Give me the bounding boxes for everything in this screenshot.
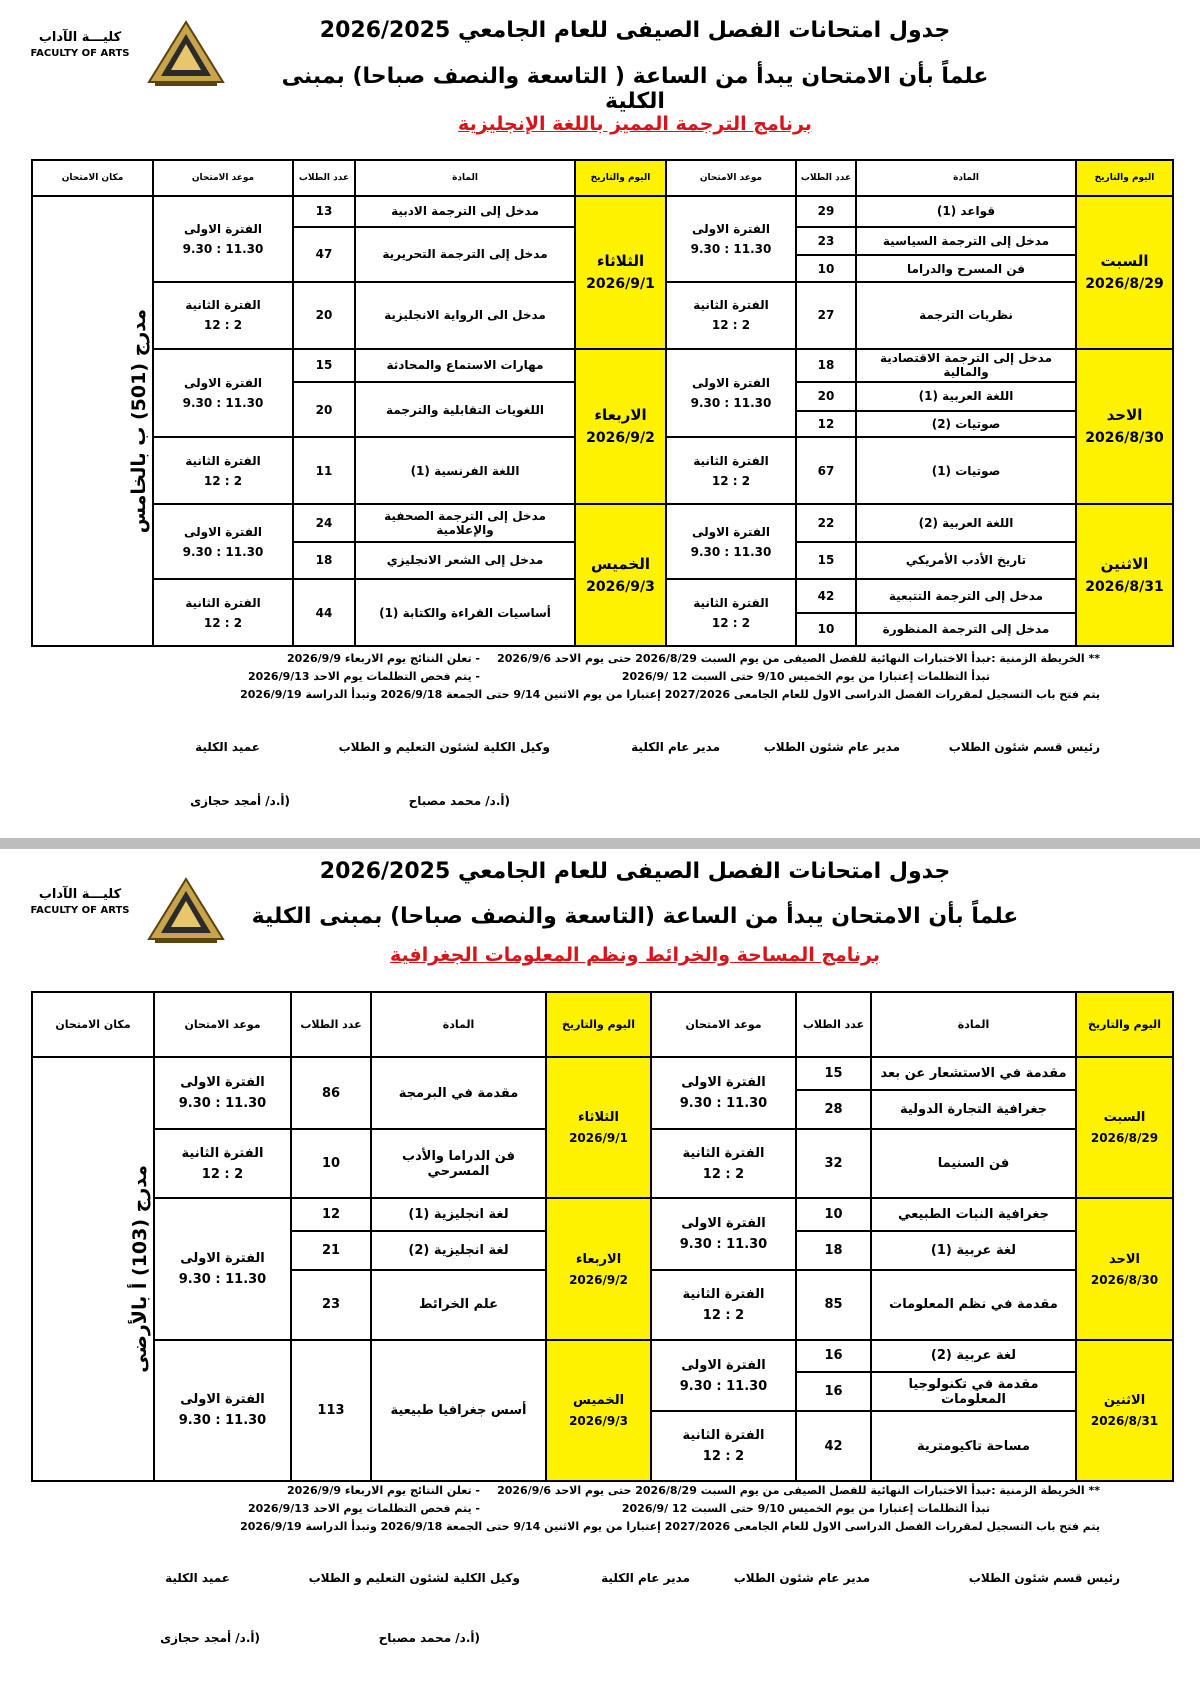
subject-cell: أسس جغرافيا طبيعية [371, 1340, 546, 1481]
subject-cell: مهارات الاستماع والمحادثة [355, 349, 575, 382]
period-time: 2 : 12 [702, 1449, 745, 1465]
signature-dean: عميد الكلية [195, 740, 260, 754]
page-separator [0, 838, 1200, 849]
exam-place: مدرج (103) أ بالأرضى [129, 1165, 151, 1373]
period-time: 2 : 12 [702, 1166, 745, 1182]
period-time: 2 : 12 [203, 473, 243, 488]
vice-dean-name: (أ.د/ محمد مصباح [408, 794, 510, 808]
exam-period-cell [153, 504, 293, 579]
subject-cell: أساسيات القراءة والكتابة (1) [355, 579, 575, 646]
exam-period-cell [154, 1129, 291, 1199]
day-cell [1076, 1340, 1173, 1481]
subject-cell: جغرافية النبات الطبيعي [871, 1198, 1076, 1231]
exam-period [156, 376, 290, 410]
student-count-cell: 20 [293, 382, 355, 437]
exam-period-cell [651, 1270, 796, 1340]
student-count-cell: 10 [291, 1129, 371, 1199]
exam-period [157, 1146, 288, 1182]
exam-period-cell [153, 437, 293, 504]
student-count-cell: 29 [796, 196, 856, 227]
subject-cell: فن الدراما والأدب المسرحي [371, 1129, 546, 1199]
student-count-cell: 67 [796, 437, 856, 504]
period-time: 2 : 12 [201, 1166, 244, 1182]
subject-cell: مقدمة في البرمجة [371, 1057, 546, 1129]
header-day: اليوم والتاريخ [1076, 992, 1173, 1057]
timeline-line1-right: تبدأ الاختبارات النهائية للفصل الصيفى من يوم السبت 2026/8/29 حتى يوم الاحد 2026/9/6 [497, 1484, 990, 1497]
student-count-cell: 13 [293, 196, 355, 227]
student-count-cell: 10 [796, 255, 856, 282]
subject-cell: اللغة العربية (2) [856, 504, 1076, 542]
day-name: الاحد [1106, 406, 1143, 425]
subject-cell: مدخل إلى الشعر الانجليزي [355, 542, 575, 580]
exam-period [669, 298, 793, 332]
subject-cell: جغرافية التجارة الدولية [871, 1090, 1076, 1129]
exam-period-cell [154, 1198, 291, 1339]
day-cell [1076, 504, 1173, 646]
signature-director-student-affairs: مدير عام شئون الطلاب [733, 1571, 870, 1585]
exam-place-cell [32, 1057, 154, 1481]
student-count-cell: 113 [291, 1340, 371, 1481]
subject-cell: لغة عربية (1) [871, 1231, 1076, 1270]
exam-period [654, 1216, 793, 1252]
exam-period [654, 1358, 793, 1394]
exam-schedule-sheet-geography [0, 849, 1200, 1699]
header-place: مكان الامتحان [32, 160, 153, 196]
period-label: الفترة الاولى [681, 1075, 766, 1091]
subject-cell: تاريخ الأدب الأمريكي [856, 542, 1076, 580]
exam-period-cell [651, 1411, 796, 1481]
period-time: 11.30 : 9.30 [690, 241, 772, 256]
table-row [32, 1198, 1173, 1231]
exam-period [157, 1251, 288, 1287]
day-name: السبت [1100, 252, 1149, 271]
day-name: الاحد [1108, 1251, 1140, 1267]
day-cell [575, 349, 666, 504]
day-date: 2026/8/29 [1090, 1131, 1159, 1146]
period-label: الفترة الاولى [180, 1392, 265, 1408]
schedule-subtitle: علماً بأن الامتحان يبدأ من الساعة ( التاسعة والنصف صباحا) بمبنى الكلية [281, 64, 989, 114]
signature-vice-dean: وكيل الكلية لشئون التعليم و الطلاب [338, 740, 550, 754]
dean-name: (أ.د/ أمجد حجازى [190, 794, 290, 808]
timeline-line1-right: تبدأ الاختبارات النهائية للفصل الصيفى من يوم السبت 2026/8/29 حتى يوم الاحد 2026/9/6 [497, 652, 990, 665]
student-count-cell: 10 [796, 613, 856, 646]
exam-period [157, 1392, 288, 1428]
table-row [32, 349, 1173, 382]
period-label: الفترة الثانية [185, 298, 261, 313]
header-subject: المادة [371, 992, 546, 1057]
period-time: 2 : 12 [203, 318, 243, 333]
period-time: 11.30 : 9.30 [679, 1096, 768, 1112]
day-date: 2026/8/30 [1090, 1272, 1159, 1287]
exam-period [156, 298, 290, 332]
period-label: الفترة الاولى [681, 1216, 766, 1232]
period-label: الفترة الاولى [691, 524, 771, 539]
day-date: 2026/9/3 [586, 578, 655, 595]
student-count-cell: 15 [796, 542, 856, 580]
timeline-line3: يتم فتح باب التسجيل لمقررات الفصل الدراسى الاول للعام الجامعى 2027/2026 إعتبارا من يوم الاثنين 9/14 حتى الجمعة 2026/9/18 وتبدأ الدراسة 2026/9/19 [240, 688, 1100, 701]
logo-arabic-text: كليـــة الآداب [38, 30, 122, 45]
day-cell [1076, 196, 1173, 349]
day-name: الخميس [591, 554, 650, 573]
period-time: 11.30 : 9.30 [182, 544, 264, 559]
day-date: 2026/9/1 [586, 276, 655, 293]
period-time: 11.30 : 9.30 [182, 395, 264, 410]
exam-period [654, 1428, 793, 1464]
signatures [0, 740, 1200, 830]
header-exam-time: موعد الامتحان [651, 992, 796, 1057]
timeline-line3: يتم فتح باب التسجيل لمقررات الفصل الدراسى الاول للعام الجامعى 2027/2026 إعتبارا من يوم الاثنين 9/14 حتى الجمعة 2026/9/18 وتبدأ الدراسة 2026/9/19 [240, 1520, 1100, 1533]
header-subject: المادة [856, 160, 1076, 196]
exam-period-cell [153, 579, 293, 646]
student-count-cell: 42 [796, 579, 856, 612]
signature-director-student-affairs: مدير عام شئون الطلاب [763, 740, 900, 754]
exam-table [31, 991, 1174, 1482]
period-label: الفترة الثانية [682, 1145, 765, 1161]
timeline-line2-left: - يتم فحص التظلمات يوم الاحد 2026/9/13 [247, 1502, 480, 1515]
timeline-line1-left: - تعلن النتائج يوم الاربعاء 2026/9/9 [287, 1484, 480, 1497]
period-time: 2 : 12 [711, 473, 751, 488]
student-count-cell: 24 [293, 504, 355, 542]
day-name: السبت [1103, 1110, 1146, 1126]
logo-arabic-text: كليـــة الآداب [38, 887, 122, 902]
period-label: الفترة الثانية [181, 1145, 264, 1161]
student-count-cell: 22 [796, 504, 856, 542]
subject-cell: مدخل إلى الترجمة السياسية [856, 227, 1076, 256]
header-subject: المادة [355, 160, 575, 196]
exam-period [654, 1287, 793, 1323]
subject-cell: مدخل إلى الترجمة التتبعية [856, 579, 1076, 612]
day-date: 2026/9/3 [569, 1413, 628, 1428]
student-count-cell: 10 [796, 1198, 871, 1231]
exam-period-cell [651, 1340, 796, 1412]
logo-english-text: FACULTY OF ARTS [30, 48, 130, 59]
period-label: الفترة الاولى [183, 375, 263, 390]
student-count-cell: 11 [293, 437, 355, 504]
header-place: مكان الامتحان [32, 992, 154, 1057]
day-name: الاثنين [1100, 554, 1149, 573]
subject-cell: لغة انجليزية (2) [371, 1231, 546, 1270]
period-label: الفترة الثانية [185, 453, 261, 468]
timeline-notes [80, 1484, 1100, 1538]
day-name: الثلاثاء [578, 1110, 619, 1126]
day-date: 2026/9/1 [569, 1131, 628, 1146]
period-label: الفترة الاولى [183, 524, 263, 539]
period-label: الفترة الثانية [693, 595, 769, 610]
subject-cell: مدخل إلى الترجمة الاقتصادية والمالية [856, 349, 1076, 382]
student-count-cell: 18 [293, 542, 355, 580]
subject-cell: قواعد (1) [856, 196, 1076, 227]
student-count-cell: 23 [291, 1270, 371, 1340]
header-students: عدد الطلاب [796, 992, 871, 1057]
period-time: 11.30 : 9.30 [178, 1096, 267, 1112]
header-exam-time: موعد الامتحان [154, 992, 291, 1057]
signature-director-general: مدير عام الكلية [601, 1571, 690, 1585]
period-label: الفترة الثانية [682, 1286, 765, 1302]
subject-cell: مدخل إلى الترجمة التحريرية [355, 227, 575, 282]
signature-head-student-affairs: رئيس قسم شئون الطلاب [948, 740, 1100, 754]
subject-cell: نظريات الترجمة [856, 282, 1076, 349]
subject-cell: مدخل إلى الترجمة الصحفية والإعلامية [355, 504, 575, 542]
table-row [32, 504, 1173, 542]
student-count-cell: 16 [796, 1372, 871, 1411]
vice-dean-name: (أ.د/ محمد مصباح [378, 1631, 480, 1645]
student-count-cell: 15 [796, 1057, 871, 1090]
subject-cell: مساحة تاكيومترية [871, 1411, 1076, 1481]
timeline-line1-left: - تعلن النتائج يوم الاربعاء 2026/9/9 [287, 652, 480, 665]
exam-period-cell [666, 282, 796, 349]
period-label: الفترة الثانية [693, 298, 769, 313]
timeline-line2-left: - يتم فحص التظلمات يوم الاحد 2026/9/13 [247, 670, 480, 683]
period-label: الفترة الثانية [682, 1428, 765, 1444]
student-count-cell: 44 [293, 579, 355, 646]
header-students: عدد الطلاب [293, 160, 355, 196]
timeline-notes [80, 652, 1100, 706]
day-date: 2026/8/31 [1090, 1413, 1159, 1428]
exam-period-cell [154, 1057, 291, 1129]
period-label: الفترة الثانية [693, 453, 769, 468]
signature-director-general: مدير عام الكلية [631, 740, 720, 754]
subject-cell: مدخل إلى الترجمة المنظورة [856, 613, 1076, 646]
period-time: 11.30 : 9.30 [679, 1237, 768, 1253]
day-cell [575, 504, 666, 646]
subject-cell: اللغة العربية (1) [856, 382, 1076, 411]
period-label: الفترة الاولى [180, 1075, 265, 1091]
exam-period-cell [666, 349, 796, 438]
period-time: 11.30 : 9.30 [178, 1413, 267, 1429]
student-count-cell: 15 [293, 349, 355, 382]
period-time: 11.30 : 9.30 [690, 395, 772, 410]
day-date: 2026/8/31 [1085, 578, 1164, 595]
subject-cell: فن المسرح والدراما [856, 255, 1076, 282]
exam-period [157, 1075, 288, 1111]
period-label: الفترة الاولى [180, 1251, 265, 1267]
exam-period-cell [153, 349, 293, 438]
exam-period-cell [153, 282, 293, 349]
exam-period [669, 454, 793, 488]
schedule-title: جدول امتحانات الفصل الصيفى للعام الجامعي 2026/2025 [319, 859, 951, 884]
program-name: برنامج المساحة والخرائط ونظم المعلومات الجغرافية [389, 944, 881, 966]
table-row [32, 196, 1173, 227]
header-exam-time: موعد الامتحان [153, 160, 293, 196]
period-time: 11.30 : 9.30 [679, 1378, 768, 1394]
header-students: عدد الطلاب [796, 160, 856, 196]
header-exam-time: موعد الامتحان [666, 160, 796, 196]
day-cell [546, 1340, 651, 1481]
student-count-cell: 20 [293, 282, 355, 349]
exam-period-cell [651, 1129, 796, 1199]
day-cell [546, 1198, 651, 1339]
day-name: الثلاثاء [596, 252, 645, 271]
exam-period [156, 596, 290, 630]
day-name: الخميس [572, 1392, 625, 1408]
exam-period-cell [651, 1198, 796, 1270]
exam-period-cell [666, 504, 796, 579]
period-label: الفترة الثانية [185, 595, 261, 610]
subject-cell: مقدمة في نظم المعلومات [871, 1270, 1076, 1340]
day-date: 2026/8/30 [1085, 430, 1164, 447]
student-count-cell: 47 [293, 227, 355, 282]
exam-period-cell [666, 196, 796, 283]
subject-cell: صوتيات (1) [856, 437, 1076, 504]
subject-cell: فن السنيما [871, 1129, 1076, 1199]
subject-cell: لغة انجليزية (1) [371, 1198, 546, 1231]
period-label: الفترة الاولى [681, 1357, 766, 1373]
student-count-cell: 12 [291, 1198, 371, 1231]
student-count-cell: 86 [291, 1057, 371, 1129]
day-cell [546, 1057, 651, 1198]
period-label: الفترة الاولى [691, 375, 771, 390]
student-count-cell: 27 [796, 282, 856, 349]
exam-period [669, 376, 793, 410]
subject-cell: مقدمة في الاستشعار عن بعد [871, 1057, 1076, 1090]
subject-cell: اللغويات التقابلية والترجمة [355, 382, 575, 437]
period-time: 2 : 12 [711, 318, 751, 333]
student-count-cell: 23 [796, 227, 856, 256]
subject-cell: مدخل إلى الترجمة الادبية [355, 196, 575, 227]
header-day: اليوم والتاريخ [546, 992, 651, 1057]
exam-place: مدرج (501) ب بالخامس [128, 308, 150, 533]
faculty-emblem-icon [145, 877, 227, 947]
day-cell [1076, 1057, 1173, 1198]
exam-table [31, 159, 1174, 647]
exam-period [156, 525, 290, 559]
subject-cell: مقدمة في تكنولوجيا المعلومات [871, 1372, 1076, 1411]
faculty-logo [25, 877, 235, 947]
exam-period [654, 1075, 793, 1111]
day-name: الاربعاء [575, 1251, 622, 1267]
subject-cell: علم الخرائط [371, 1270, 546, 1340]
exam-schedule-sheet-translation [0, 0, 1200, 838]
schedule-title: جدول امتحانات الفصل الصيفى للعام الجامعي 2026/2025 [319, 18, 951, 43]
faculty-emblem-icon [145, 20, 227, 90]
exam-period-cell [154, 1340, 291, 1481]
day-name: الاثنين [1103, 1392, 1146, 1408]
exam-period-cell [153, 196, 293, 283]
header-subject: المادة [871, 992, 1076, 1057]
header-students: عدد الطلاب [291, 992, 371, 1057]
timeline-label: ** الخريطة الزمنية :- [986, 652, 1100, 665]
timeline-line2-right: تبدأ التظلمات إعتبارا من يوم الخميس 9/10 حتى السبت 12 /2026/9 [621, 670, 990, 683]
timeline-line2-right: تبدأ التظلمات إعتبارا من يوم الخميس 9/10 حتى السبت 12 /2026/9 [621, 1502, 990, 1515]
exam-period-cell [666, 437, 796, 504]
signature-head-student-affairs: رئيس قسم شئون الطلاب [968, 1571, 1120, 1585]
student-count-cell: 18 [796, 1231, 871, 1270]
faculty-logo [25, 20, 235, 90]
period-label: الفترة الاولى [691, 221, 771, 236]
exam-place-cell [32, 196, 153, 647]
program-name: برنامج الترجمة المميز باللغة الإنجليزية [458, 113, 812, 135]
period-time: 11.30 : 9.30 [182, 241, 264, 256]
timeline-label: ** الخريطة الزمنية :- [986, 1484, 1100, 1497]
student-count-cell: 20 [796, 382, 856, 411]
subject-cell: لغة عربية (2) [871, 1340, 1076, 1373]
day-date: 2026/9/2 [586, 430, 655, 447]
day-cell [1076, 349, 1173, 504]
exam-period [156, 454, 290, 488]
student-count-cell: 28 [796, 1090, 871, 1129]
day-date: 2026/9/2 [569, 1272, 628, 1287]
student-count-cell: 32 [796, 1129, 871, 1199]
exam-period [669, 596, 793, 630]
student-count-cell: 16 [796, 1340, 871, 1373]
period-time: 11.30 : 9.30 [178, 1272, 267, 1288]
period-time: 2 : 12 [203, 615, 243, 630]
subject-cell: صوتيات (2) [856, 411, 1076, 438]
period-time: 2 : 12 [702, 1307, 745, 1323]
signature-vice-dean: وكيل الكلية لشئون التعليم و الطلاب [308, 1571, 520, 1585]
student-count-cell: 85 [796, 1270, 871, 1340]
student-count-cell: 42 [796, 1411, 871, 1481]
period-time: 11.30 : 9.30 [690, 544, 772, 559]
day-cell [1076, 1198, 1173, 1339]
student-count-cell: 12 [796, 411, 856, 438]
student-count-cell: 21 [291, 1231, 371, 1270]
dean-name: (أ.د/ أمجد حجازى [160, 1631, 260, 1645]
table-row [32, 1340, 1173, 1373]
day-name: الاربعاء [594, 406, 647, 425]
exam-period-cell [651, 1057, 796, 1129]
exam-period [156, 222, 290, 256]
signatures [0, 1571, 1200, 1671]
table-row [32, 1057, 1173, 1090]
exam-period [654, 1146, 793, 1182]
day-cell [575, 196, 666, 349]
student-count-cell: 18 [796, 349, 856, 382]
schedule-subtitle: علماً بأن الامتحان يبدأ من الساعة (التاسعة والنصف صباحا) بمبنى الكلية [251, 904, 1019, 929]
day-date: 2026/8/29 [1085, 276, 1164, 293]
period-label: الفترة الاولى [183, 221, 263, 236]
logo-english-text: FACULTY OF ARTS [30, 905, 130, 916]
exam-period [669, 525, 793, 559]
header-day: اليوم والتاريخ [1076, 160, 1173, 196]
subject-cell: اللغة الفرنسية (1) [355, 437, 575, 504]
header-day: اليوم والتاريخ [575, 160, 666, 196]
period-time: 2 : 12 [711, 615, 751, 630]
exam-period [669, 222, 793, 256]
exam-period-cell [666, 579, 796, 646]
subject-cell: مدخل الى الرواية الانجليزية [355, 282, 575, 349]
signature-dean: عميد الكلية [165, 1571, 230, 1585]
